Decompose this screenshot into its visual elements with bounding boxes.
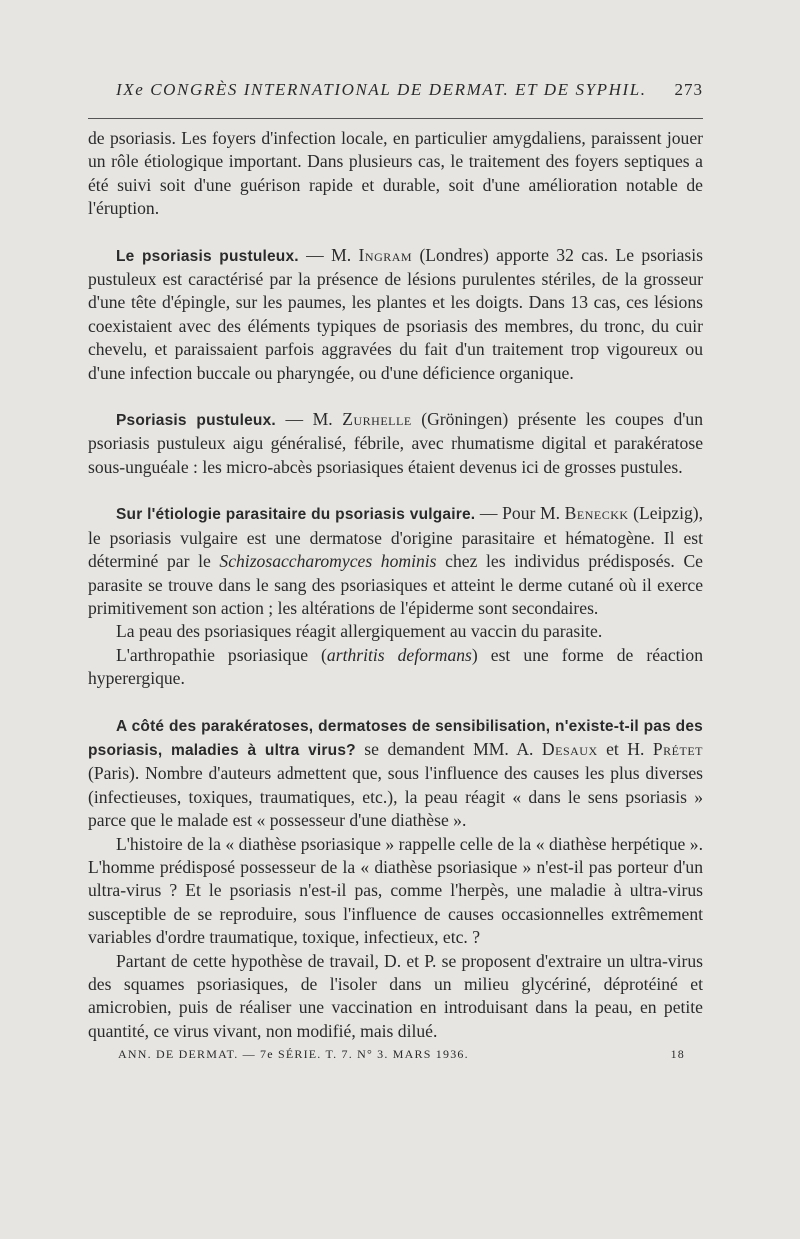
paragraph: La peau des psoriasiques réagit allergiquement au vaccin du parasite. <box>116 621 603 642</box>
section-text: (Paris). Nombre d'auteurs admettent que, sous l'influence des causes les plus diverses (infectieuses, toxiques, traumatiques, etc.), la peau réagit « dans le sens psoriasis » parce que le malade est « possesseur d'une diathèse ». <box>88 763 703 831</box>
section-text: (Londres) apporte 32 cas. Le psoriasis pustuleux est caractérisé par la présence de lésions purulentes stériles, de la grosseur d'une tête d'épingle, sur les paumes, les plantes et les doigts. Dans 13 cas, ces lésions coexistaient avec des éléments typiques de psoriasis des membres, du tronc, du cuir chevelu, et paraissaient parfois aggravées du fait d'un traitement trop vigoureux ou d'une infection buccale ou pharyngée, ou d'une déficience organique. <box>88 244 703 383</box>
section-dash: — M. <box>298 244 359 265</box>
author-name: Prétet <box>652 738 703 759</box>
section-text: (Leipzig), le psoriasis vulgaire est une dermatose d'origine parasitaire et hématogène. Il est déterminé par le <box>88 503 704 572</box>
running-header <box>88 80 703 118</box>
section-heading: Psoriasis pustuleux. <box>116 412 276 430</box>
author-name: Beneckk <box>564 503 629 524</box>
paragraph <box>88 644 703 691</box>
intro-paragraph: de psoriasis. Les foyers d'infection locale, en particulier amygdaliens, paraissent jouer un rôle étiologique important. Dans plusieurs cas, le traitement des foyers septiques a été suivi soit d'une guérison rapide et durable, soit d'une amélioration notable de l'éruption. <box>88 128 703 219</box>
signature-mark: 18 <box>670 1047 685 1062</box>
section-dash: — M. <box>275 409 343 430</box>
section-text: et H. <box>597 738 653 759</box>
author-name: Zurhelle <box>342 409 412 430</box>
section-beneckk <box>88 502 703 620</box>
section-heading: Sur l'étiologie parasitaire du psoriasis vulgaire. <box>116 506 476 524</box>
page-footer <box>88 1047 703 1062</box>
author-name: Desaux <box>541 738 598 759</box>
section-text: (Gröningen) présente les coupes d'un psoriasis pustuleux aigu généralisé, fébrile, avec rhumatisme digital et parakératose sous-unguéale : les micro-abcès psoriasiques étaient devenus ici de grosses pustules. <box>88 409 704 477</box>
paragraph-text: ) est une forme de réaction hyperergique. <box>88 644 704 689</box>
italic-term: arthritis deformans <box>326 644 472 665</box>
section-ingram <box>88 244 703 385</box>
section-zurhelle <box>88 408 703 479</box>
section-heading: Le psoriasis pustuleux. <box>116 247 299 265</box>
journal-citation: ANN. DE DERMAT. — 7e SÉRIE. T. 7. N° 3. MARS 1936. <box>118 1047 469 1062</box>
section-text: chez les individus prédisposés. Ce parasite se trouve dans le sang des psoriasiques et atteint le derme cutané où il exerce primitivement son action ; les altérations de l'épiderme sont secondaires. <box>88 551 703 618</box>
section-desaux-pretet <box>88 714 703 833</box>
paragraph-text: L'arthropathie psoriasique ( <box>116 644 327 665</box>
section-dash: — Pour M. <box>475 503 565 524</box>
section-heading: A côté des parakératoses, dermatoses de sensibilisation, n'existe-t-il pas des psoriasis, maladies à ultra virus? <box>88 717 703 759</box>
running-title: IXe CONGRÈS INTERNATIONAL DE DERMAT. ET DE SYPHIL. <box>116 80 647 99</box>
header-rule <box>88 118 703 119</box>
paragraph: Partant de cette hypothèse de travail, D. et P. se proposent d'extraire un ultra-virus des squames psoriasiques, de l'isoler dans un milieu glycériné, déprotéiné et amicrobien, puis de réaliser une vaccination en introduisant dans la peau, en petite quantité, ce virus vivant, non modifié, mais dilué. <box>88 950 703 1041</box>
author-name: Ingram <box>358 244 413 265</box>
paragraph: L'histoire de la « diathèse psoriasique » rappelle celle de la « diathèse herpétique ». L'homme prédisposé possesseur de la « diathèse psoriasique » n'est-il pas porteur d'un ultra-virus ? Et le psoriasis n'est-il pas, comme l'herpès, une maladie à ultra-virus susceptible de se reproduire, sous l'influence de causes occasionnelles extrêmement variables d'ordre traumatique, toxique, infectieux, etc. ? <box>88 833 703 948</box>
document-page <box>88 80 703 1062</box>
section-text: se demandent MM. A. <box>355 738 542 759</box>
species-name: Schizosaccharomyces hominis <box>219 551 437 572</box>
page-number: 273 <box>674 80 703 99</box>
